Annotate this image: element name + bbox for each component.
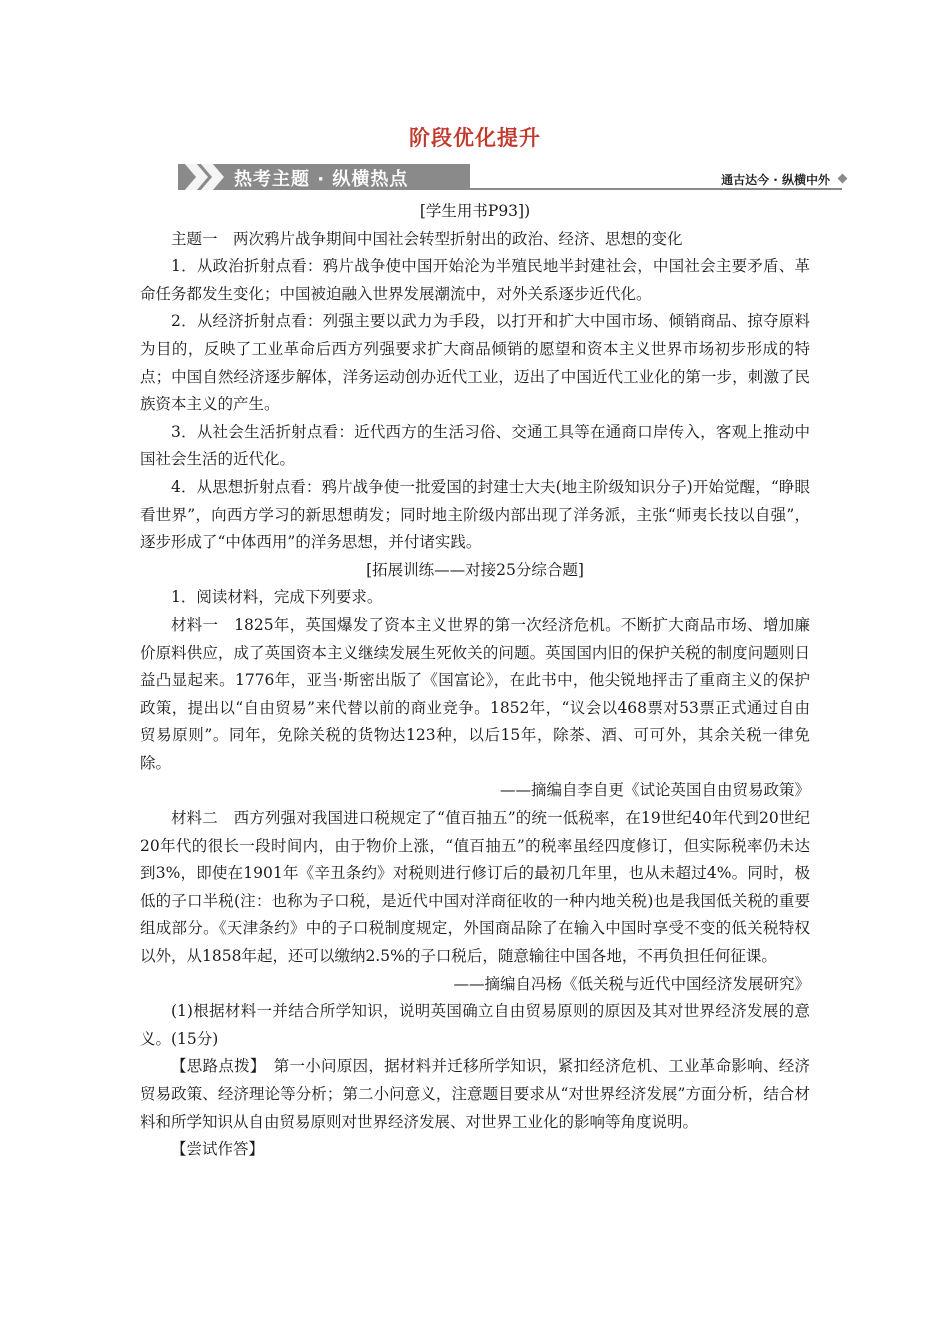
material-one-source: ——摘编自李自更《试论英国自由贸易政策》 — [499, 781, 810, 800]
hint-paragraph: 【思路点拨】 第一小问原因，据材料并迁移所学知识，紧扣经济危机、工业革命影响、经济贸易政策、经济理论等分析；第二小问意义，注意题目要求从“对世界经济发展”方面分析，结合材料和所学知识从自由贸易原则对世界经济发展、对世界工业化的影响等角度说明。 — [140, 1057, 810, 1131]
banner-left-label: 热考主题 · 纵横热点 — [234, 169, 409, 190]
topic-heading: 主题一 两次鸦片战争期间中国社会转型折射出的政治、经济、思想的变化 — [171, 229, 683, 248]
section-banner — [178, 163, 850, 193]
paragraph-thought: 4．从思想折射点看：鸦片战争使一批爱国的封建士大夫(地主阶级知识分子)开始觉醒，“睁眼看世界”，向西方学习的新思想萌发；同时地主阶级内部出现了洋务派，主张“师夷长技以自强”，逐步形成了“中体西用”的洋务思想，并付诸实践。 — [140, 477, 810, 552]
book-reference: [学生用书P93]) — [419, 202, 531, 220]
document-body — [140, 198, 810, 1164]
banner-right-label: 通古达今 · 纵横中外 — [721, 173, 830, 187]
material-two: 材料二 西方列强对我国进口税规定了“值百抽五”的统一低税率，在19世纪40年代到20世纪20年代的很长一段时间内，由于物价上涨，“值百抽五”的税率虽经四度修订，但实际税率仍未达到3%，即使在1901年《辛丑条约》对税则进行修订后的最初几年里，也从未超过4%。同时，极低的子口半税(注：也称为子口税，是近代中国对洋商征收的一种内地关税)也是我国低关税的重要组成部分。《天津条约》中的子口税制度规定，外国商品除了在输入中国时享受不变的低关税特权以外，从1858年起，还可以缴纳2.5%的子口税后，随意输往中国各地，不再负担任何征课。 — [140, 809, 810, 966]
material-two-source: ——摘编自冯杨《低关税与近代中国经济发展研究》 — [453, 974, 810, 993]
paragraph-economic: 2．从经济折射点看：列强主要以武力为手段，以打开和扩大中国市场、倾销商品、掠夺原料为目的，反映了工业革命后西方列强要求扩大商品倾销的愿望和资本主义世界市场初步形成的特点；中国自然经济逐步解体，洋务运动创办近代工业，迈出了中国近代工业化的第一步，刺激了民族资本主义的产生。 — [140, 312, 810, 414]
question-one: (1)根据材料一并结合所学知识，说明英国确立自由贸易原则的原因及其对世界经济发展的意义。(15分) — [140, 1002, 810, 1048]
material-one: 材料一 1825年，英国爆发了资本主义世界的第一次经济危机。不断扩大商品市场、增加廉价原料供应，成了英国资本主义继续发展生死攸关的问题。英国国内旧的保护关税的制度问题则日益凸显起来。1776年，亚当·斯密出版了《国富论》，在此书中，他尖锐地抨击了重商主义的保护政策，提出以“自由贸易”来代替以前的商业竞争。1852年，“议会以468票对53票正式通过自由贸易原则”。同年，免除关税的货物达123种，以后15年，除茶、酒、可可外，其余关税一律免除。 — [140, 615, 810, 772]
paragraph-social: 3．从社会生活折射点看：近代西方的生活习俗、交通工具等在通商口岸传入，客观上推动中国社会生活的近代化。 — [140, 422, 810, 469]
page-title: 阶段优化提升 — [409, 125, 541, 150]
double-chevron-icon — [184, 163, 232, 191]
question-intro: 1．阅读材料，完成下列要求。 — [171, 588, 383, 607]
answer-label: 【尝试作答】 — [171, 1140, 265, 1159]
paragraph-political: 1．从政治折射点看：鸦片战争使中国开始沦为半殖民地半封建社会，中国社会主要矛盾、革命任务都发生变化；中国被迫融入世界发展潮流中，对外关系逐步近代化。 — [140, 257, 810, 303]
banner-rule — [470, 188, 842, 190]
training-heading: [拓展训练——对接25分综合题] — [366, 560, 584, 579]
diamond-icon — [838, 174, 848, 184]
